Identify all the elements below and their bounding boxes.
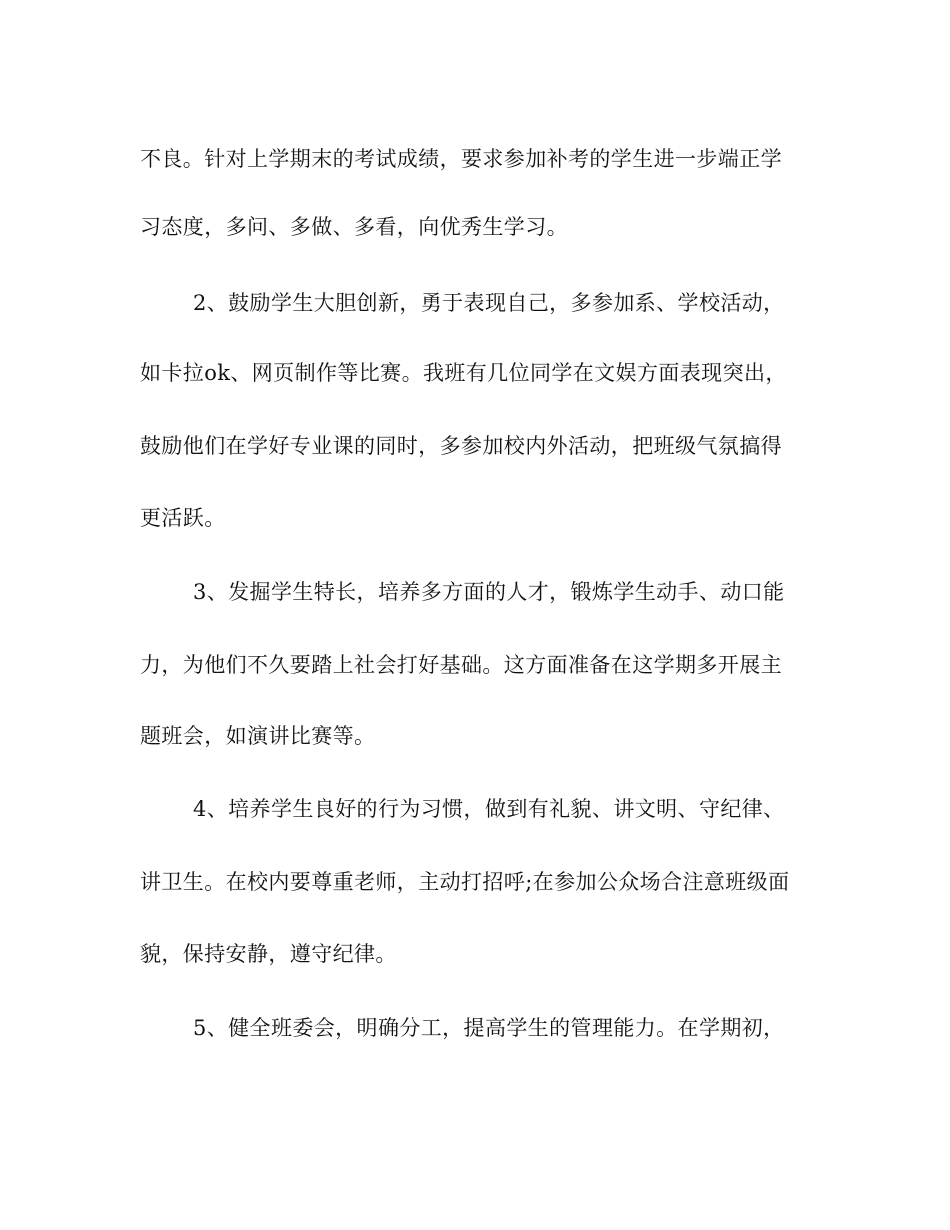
paragraph-start-line: 2、鼓励学生大胆创新，勇于表现自己，多参加系、学校活动，	[193, 291, 785, 315]
text-line: 讲卫生。在校内要尊重老师，主动打招呼;在参加公众场合注意班级面	[140, 870, 790, 894]
text-line: 习态度，多问、多做、多看，向优秀生学习。	[140, 215, 568, 239]
paragraph-start-line: 5、健全班委会，明确分工，提高学生的管理能力。在学期初，	[193, 1016, 785, 1040]
paragraph-start-line: 3、发掘学生特长，培养多方面的人才，锻炼学生动手、动口能	[193, 580, 785, 604]
text-line: 不良。针对上学期末的考试成绩，要求参加补考的学生进一步端正学	[140, 147, 782, 171]
text-line: 力，为他们不久要踏上社会打好基础。这方面准备在这学期多开展主	[140, 653, 782, 677]
text-line: 更活跃。	[140, 506, 226, 530]
text-line: 鼓励他们在学好专业课的同时，多参加校内外活动，把班级气氛搞得	[140, 434, 782, 458]
paragraph-start-line: 4、培养学生良好的行为习惯，做到有礼貌、讲文明、守纪律、	[193, 797, 785, 821]
text-line: 貌，保持安静，遵守纪律。	[140, 942, 397, 966]
text-line: 题班会，如演讲比赛等。	[140, 724, 376, 748]
text-line: 如卡拉ok、网页制作等比赛。我班有几位同学在文娱方面表现突出，	[140, 361, 787, 385]
